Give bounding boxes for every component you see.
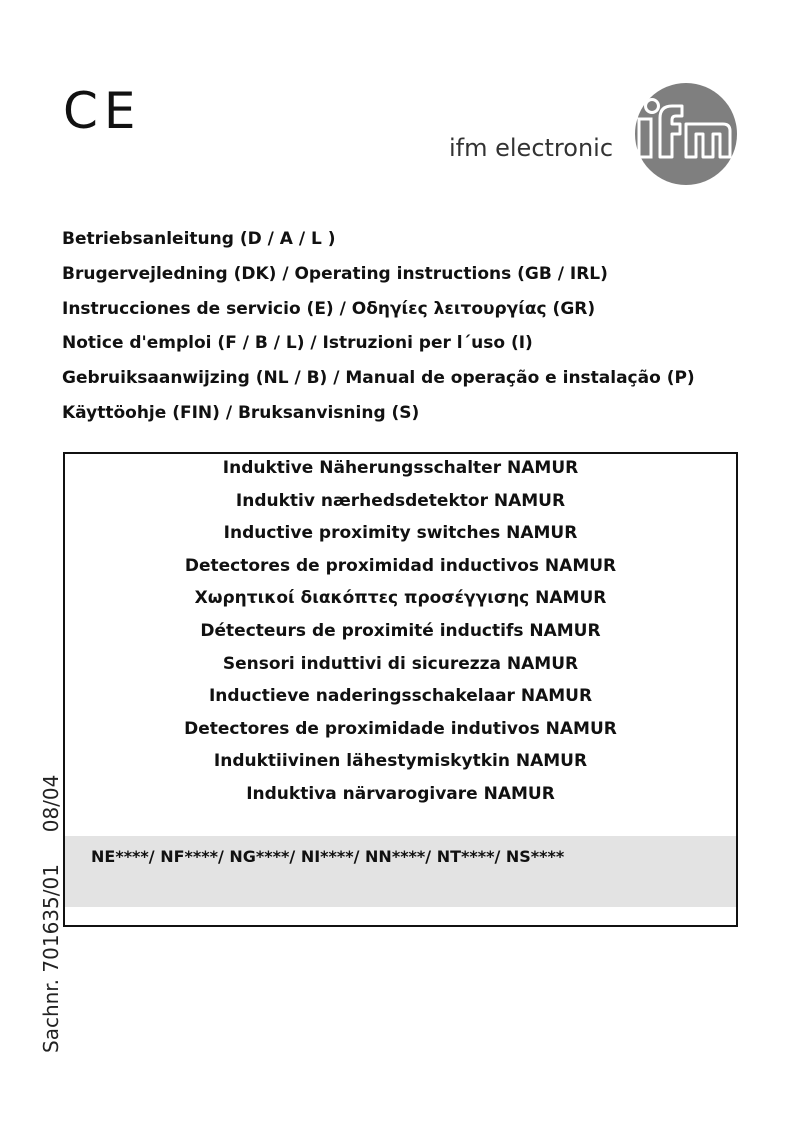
product-title: Detectores de proximidade indutivos NAMUR	[184, 718, 617, 739]
product-title: Induktiva närvarogivare NAMUR	[246, 783, 555, 804]
manual-title: Instrucciones de servicio (E) / Οδηγίες λειτουργίας (GR)	[62, 298, 596, 319]
model-band	[65, 836, 736, 907]
sachnr-label: Sachnr. 701635/01	[39, 864, 63, 1053]
revision-date: 08/04	[39, 774, 63, 833]
product-title: Induktiivinen lähestymiskytkin NAMUR	[213, 751, 588, 772]
product-title: Sensori induttivi di sicurezza NAMUR	[222, 653, 579, 674]
product-title: Détecteurs de proximité inductifs NAMUR	[200, 620, 601, 641]
manual-title: Brugervejledning (DK) / Operating instructions (GB / IRL)	[62, 263, 608, 284]
product-box	[63, 452, 738, 927]
manual-title: Käyttöohje (FIN) / Bruksanvisning (S)	[62, 402, 420, 423]
manual-titles-list	[62, 222, 695, 431]
side-document-info	[38, 775, 64, 1053]
product-title: Χωρητικοί διακόπτες προσέγγισης NAMUR	[194, 588, 607, 609]
product-title: Inductive proximity switches NAMUR	[223, 523, 578, 544]
brand-name: ifm electronic	[449, 134, 614, 162]
ce-mark: CE	[63, 82, 142, 140]
manual-title: Gebruiksaanwijzing (NL / B) / Manual de operação e instalação (P)	[62, 368, 695, 389]
product-title: Induktiv nærhedsdetektor NAMUR	[235, 490, 566, 511]
product-titles-list	[65, 452, 736, 811]
product-title: Inductieve naderingsschakelaar NAMUR	[208, 686, 593, 707]
ifm-logo-icon	[630, 82, 742, 186]
product-title: Detectores de proximidad inductivos NAMUR	[184, 555, 617, 576]
model-codes: NE****/ NF****/ NG****/ NI****/ NN****/ NT****/ NS****	[91, 847, 565, 866]
manual-title: Betriebsanleitung (D / A / L )	[62, 229, 336, 249]
manual-title: Notice d'emploi (F / B / L) / Istruzioni per l´uso (I)	[62, 333, 533, 354]
product-title: Induktive Näherungsschalter NAMUR	[222, 458, 579, 478]
